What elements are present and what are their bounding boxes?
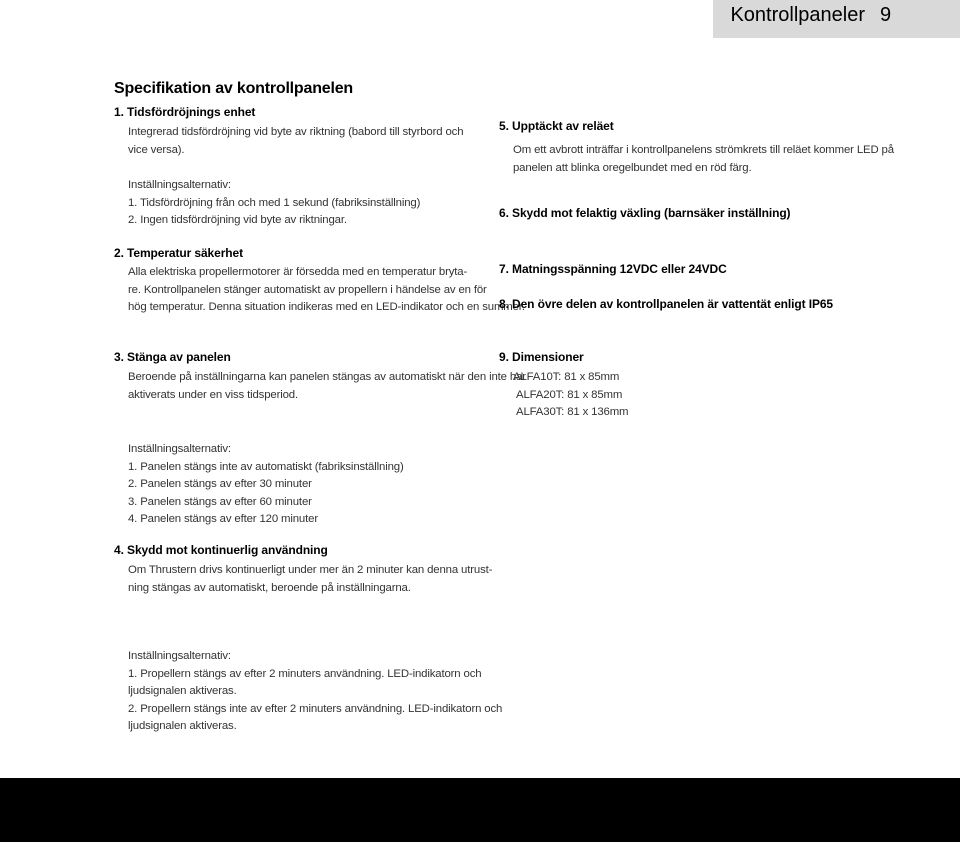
- section-3-options: [128, 441, 404, 529]
- section-1-text: [128, 124, 463, 159]
- option-item: 2. Ingen tidsfördröjning vid byte av riktningar.: [128, 214, 347, 226]
- section-4-options: [128, 648, 502, 736]
- section-9-heading: 9. Dimensioner: [499, 350, 584, 364]
- options-label: Inställningsalternativ:: [128, 179, 231, 191]
- section-1-heading: 1. Tidsfördröjnings enhet: [114, 105, 256, 119]
- dimension-item: ALFA30T: 81 x 136mm: [516, 406, 629, 418]
- text-line: re. Kontrollpanelen stänger automatiskt av propellern i händelse av en för: [128, 283, 487, 296]
- text-line: panelen att blinka oregelbundet med en röd färg.: [513, 161, 752, 174]
- option-item: 4. Panelen stängs av efter 120 minuter: [128, 513, 318, 525]
- option-item: 1. Panelen stängs inte av automatiskt (fabriksinställning): [128, 460, 404, 473]
- section-1-options: [128, 177, 420, 230]
- header-page-number: 9: [880, 4, 892, 26]
- option-item: 3. Panelen stängs av efter 60 minuter: [128, 495, 312, 508]
- option-item: 2. Panelen stängs av efter 30 minuter: [128, 478, 312, 490]
- dimensions-list: [513, 369, 628, 422]
- options-label: Inställningsalternativ:: [128, 650, 231, 662]
- section-7-heading: 7. Matningsspänning 12VDC eller 24VDC: [499, 262, 727, 276]
- section-6-heading: 6. Skydd mot felaktig växling (barnsäker inställning): [499, 206, 791, 220]
- header-title: Kontrollpaneler: [730, 4, 865, 26]
- text-line: Beroende på inställningarna kan panelen stängas av automatiskt när den inte har: [128, 371, 526, 383]
- option-item: 1. Tidsfördröjning från och med 1 sekund (fabriksinställning): [128, 196, 421, 209]
- option-item: ljudsignalen aktiveras.: [128, 720, 237, 732]
- dimension-item: ALFA10T: 81 x 85mm: [513, 371, 620, 383]
- text-line: Om Thrustern drivs kontinuerligt under mer än 2 minuter kan denna utrust-: [128, 564, 493, 576]
- section-5-text: [513, 142, 894, 177]
- text-line: aktiverats under en viss tidsperiod.: [128, 388, 298, 401]
- option-item: ljudsignalen aktiveras.: [128, 685, 237, 697]
- text-line: hög temperatur. Denna situation indikeras med en LED-indikator och en summer.: [128, 301, 525, 313]
- text-line: Om ett avbrott inträffar i kontrollpanelens strömkrets till reläet kommer LED på: [513, 144, 894, 156]
- footer-brand-text: CRAFTED WITH CRAFTSMAN MARINE: [548, 46, 840, 63]
- option-item: 2. Propellern stängs inte av efter 2 minuters användning. LED-indikatorn och: [128, 702, 503, 715]
- section-2-text: [128, 264, 525, 317]
- section-8-heading: 8. Den övre delen av kontrollpanelen är vattentät enligt IP65: [499, 297, 834, 311]
- section-3-text: [128, 369, 526, 404]
- page-title: Specifikation av kontrollpanelen: [114, 80, 353, 97]
- option-item: 1. Propellern stängs av efter 2 minuters användning. LED-indikatorn och: [128, 667, 482, 680]
- section-5-heading: 5. Upptäckt av reläet: [499, 119, 614, 133]
- footer-bar: [0, 778, 960, 842]
- section-4-heading: 4. Skydd mot kontinuerlig användning: [114, 543, 328, 557]
- section-4-text: [128, 562, 492, 597]
- text-line: ning stängas av automatiskt, beroende på inställningarna.: [128, 581, 411, 594]
- text-line: Alla elektriska propellermotorer är försedda med en temperatur bryta-: [128, 266, 468, 278]
- dimension-item: ALFA20T: 81 x 85mm: [516, 388, 623, 401]
- text-line: Integrerad tidsfördröjning vid byte av riktning (babord till styrbord och: [128, 126, 464, 138]
- options-label: Inställningsalternativ:: [128, 443, 231, 455]
- section-2-heading: 2. Temperatur säkerhet: [114, 246, 243, 260]
- footer-page-number: 19: [852, 46, 869, 63]
- text-line: vice versa).: [128, 143, 185, 156]
- section-3-heading: 3. Stänga av panelen: [114, 350, 231, 364]
